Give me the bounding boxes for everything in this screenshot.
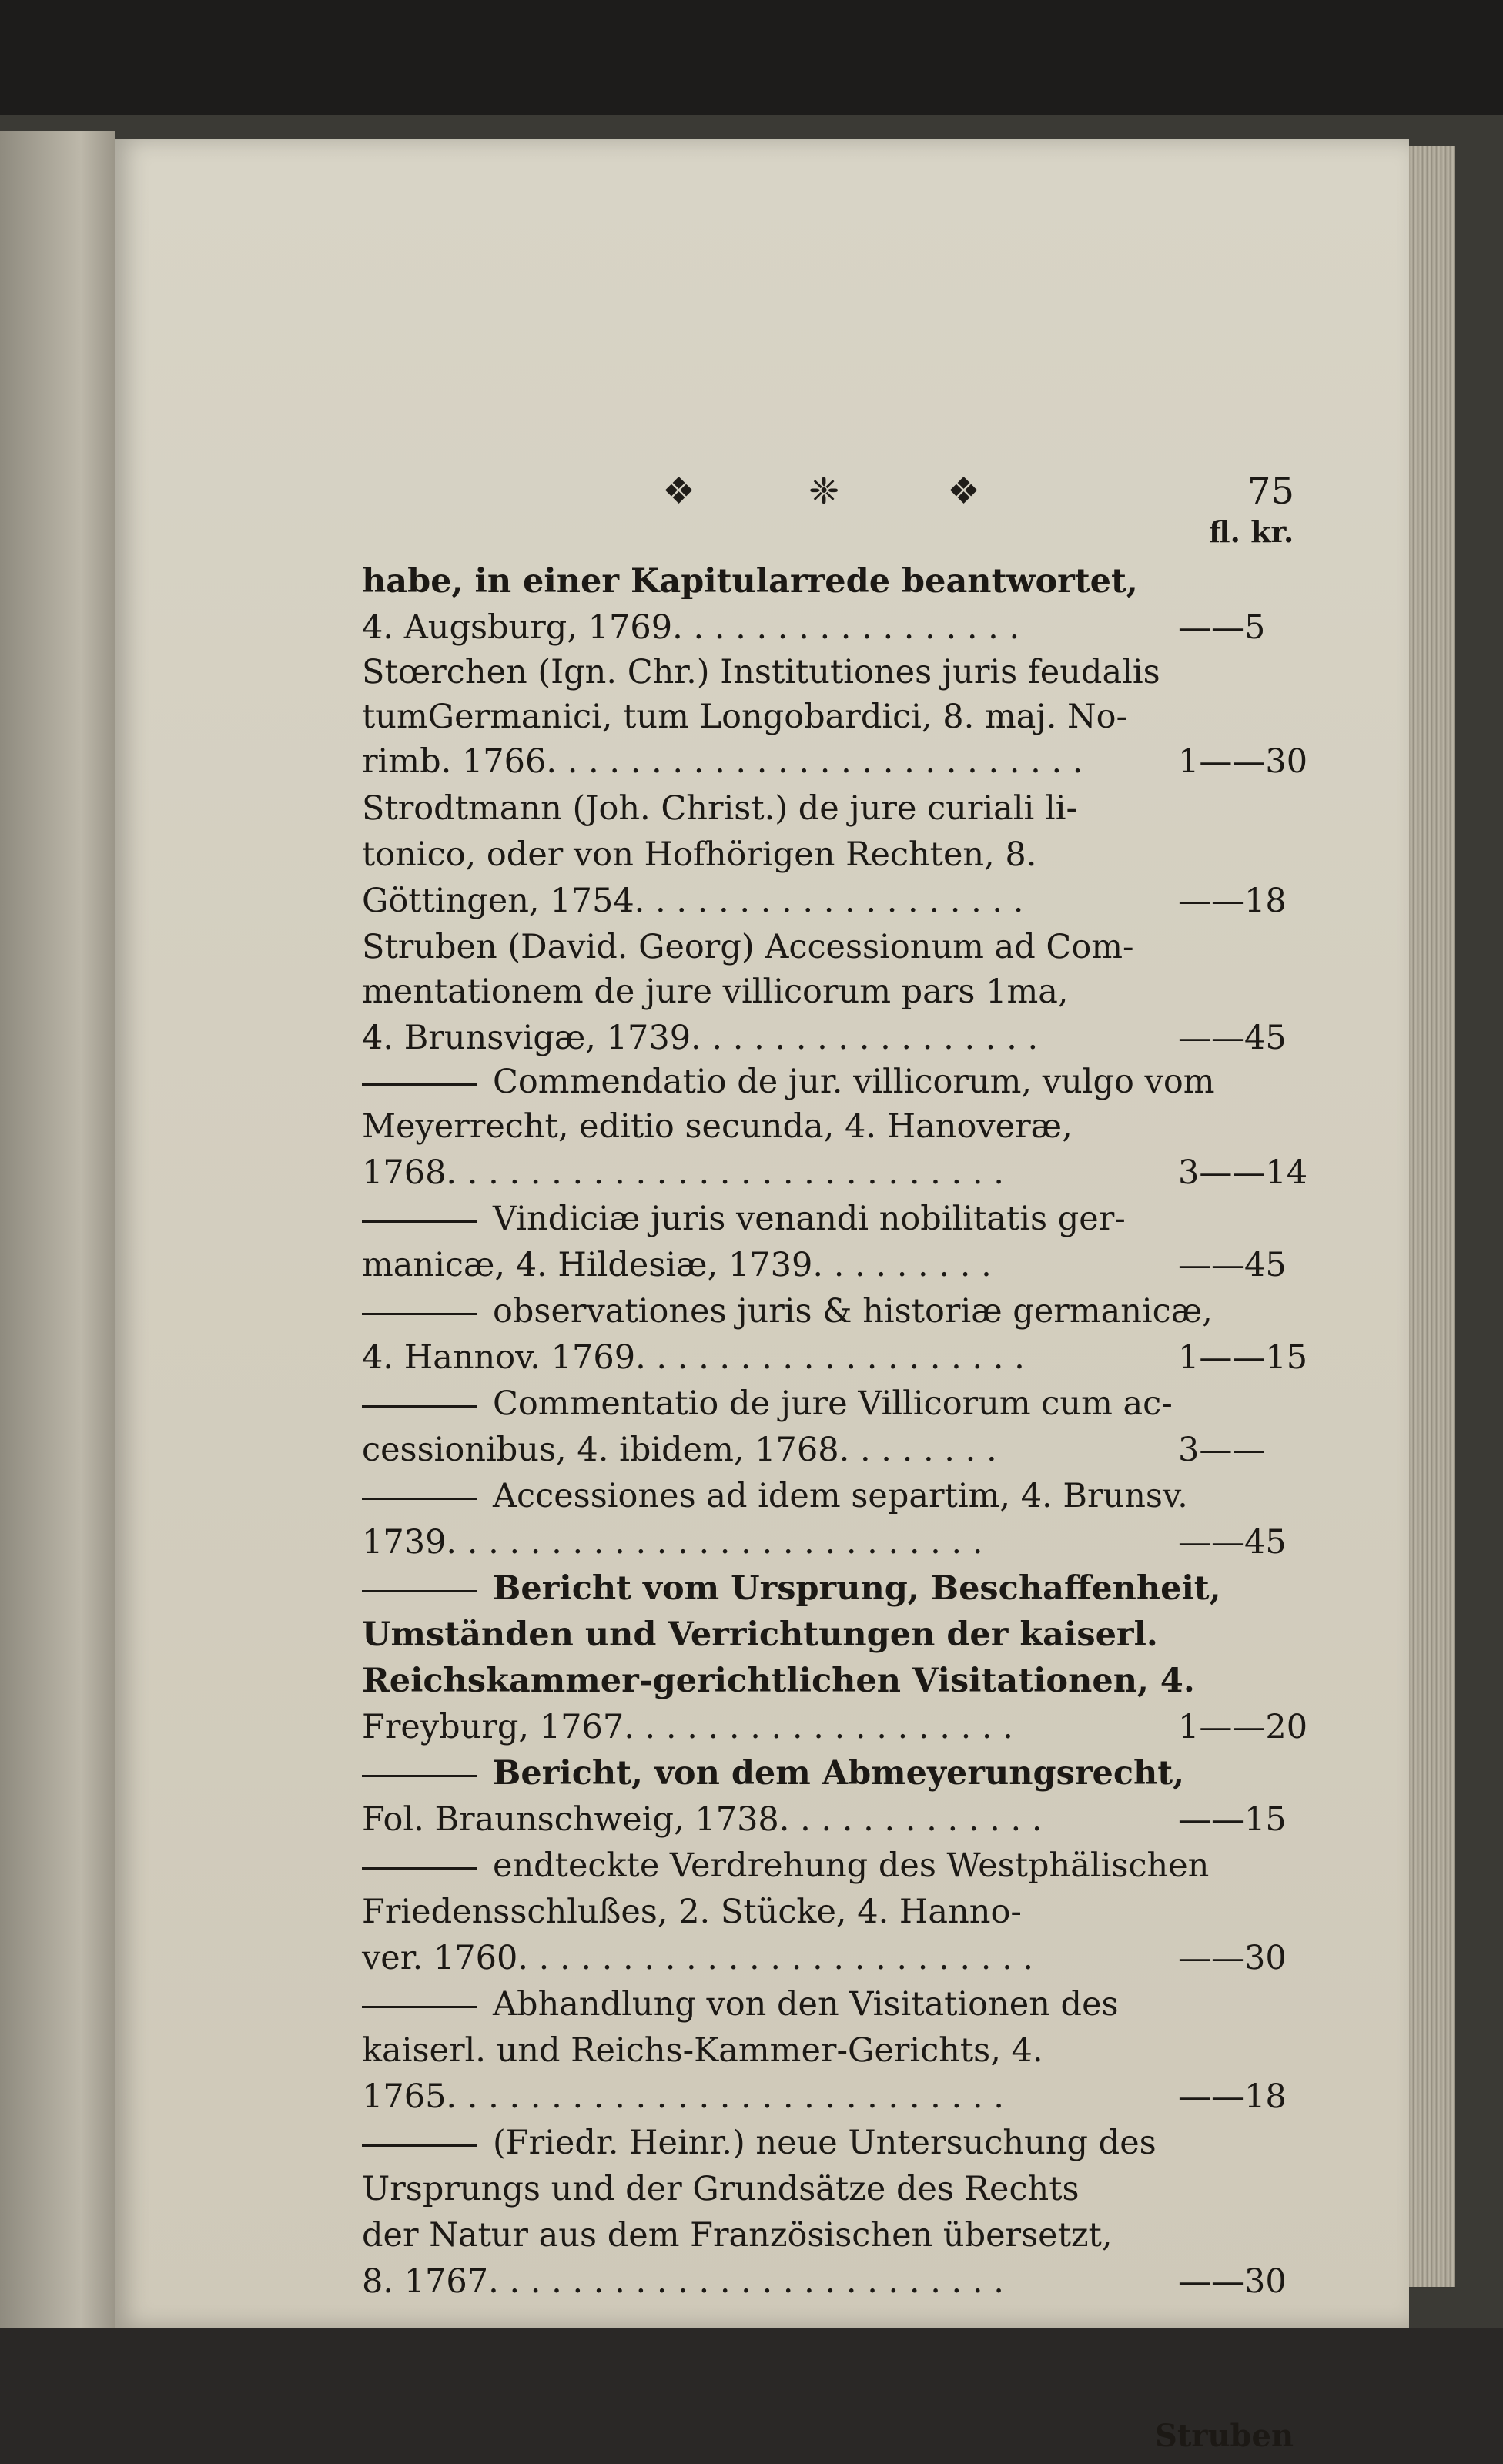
repeat-author-dash — [362, 1083, 477, 1086]
entry-line — [362, 1477, 1188, 1515]
entry-line: manicæ, 4. Hildesiæ, 1739. . . . . . . . . — [362, 1246, 992, 1284]
entry-line — [362, 2124, 1163, 2162]
entry-line: Friedensschlußes, 2. Stücke, 4. Hanno- — [362, 1893, 1022, 1931]
entry-line: Ursprungs und der Grundsätze des Rechts — [362, 2170, 1080, 2208]
entry-text: Vindiciæ juris venandi nobilitatis ger- — [493, 1200, 1126, 1238]
repeat-author-dash — [362, 1867, 477, 1870]
entry-line: Göttingen, 1754. . . . . . . . . . . . . . . . . . . — [362, 882, 1024, 920]
entry-line: Struben (David. Georg) Accessionum ad Com- — [362, 928, 1134, 966]
entry-line: habe, in einer Kapitularrede beantwortet, — [362, 562, 1138, 601]
entry-line: 1765. . . . . . . . . . . . . . . . . . . . . . . . . . . — [362, 2077, 1004, 2116]
entry-line: kaiserl. und Reichs-Kammer-Gerichts, 4. — [362, 2031, 1043, 2070]
repeat-author-dash — [362, 1313, 477, 1315]
entry-line — [362, 1985, 1163, 2024]
repeat-author-dash — [362, 1498, 477, 1500]
repeat-author-dash — [362, 1590, 477, 1592]
entry-line: tonico, oder von Hofhörigen Rechten, 8. — [362, 835, 1037, 874]
price: 3——14 — [1178, 1153, 1308, 1192]
entry-line: 4. Hannov. 1769. . . . . . . . . . . . . . . . . . . — [362, 1338, 1025, 1377]
entry-line: 1739. . . . . . . . . . . . . . . . . . . . . . . . . . — [362, 1523, 983, 1562]
price: 1——20 — [1178, 1708, 1308, 1746]
ornament-right-icon: ❖ — [947, 470, 981, 513]
entry-text: Abhandlung von den Visitationen des — [493, 1985, 1119, 2024]
entry-line — [362, 1063, 1215, 1101]
entry-line: Meyerrecht, editio secunda, 4. Hanoveræ, — [362, 1107, 1073, 1146]
price: ——18 — [1178, 2077, 1287, 2116]
entry-line: Freyburg, 1767. . . . . . . . . . . . . . . . . . . — [362, 1708, 1013, 1746]
entry-line: mentationem de jure villicorum pars 1ma, — [362, 973, 1069, 1011]
entry-line: Strodtmann (Joh. Christ.) de jure curiali li- — [362, 789, 1078, 828]
ornament-center-icon: ❈ — [808, 470, 840, 513]
repeat-author-dash — [362, 1220, 477, 1223]
price: ——30 — [1178, 1939, 1287, 1977]
entry-line: Stœrchen (Ign. Chr.) Institutiones juris feudalis — [362, 653, 1160, 691]
entry-line: cessionibus, 4. ibidem, 1768. . . . . . . . — [362, 1431, 997, 1469]
entry-line: ver. 1760. . . . . . . . . . . . . . . . . . . . . . . . . — [362, 1939, 1034, 1977]
entry-text: Commentatio de jure Villicorum cum ac- — [493, 1384, 1173, 1423]
entry-line — [362, 1846, 1210, 1885]
entry-text: Bericht vom Ursprung, Beschaffenheit, — [493, 1569, 1221, 1608]
price: ——45 — [1178, 1019, 1287, 1057]
price: 1——15 — [1178, 1338, 1308, 1377]
entry-line: 1768. . . . . . . . . . . . . . . . . . . . . . . . . . . — [362, 1153, 1004, 1192]
page-edges — [1409, 146, 1455, 2287]
repeat-author-dash — [362, 2144, 477, 2147]
repeat-author-dash — [362, 2006, 477, 2008]
entry-line: Reichskammer-gerichtlichen Visitationen, 4. — [362, 1662, 1195, 1700]
repeat-author-dash — [362, 1405, 477, 1408]
left-page-edge — [0, 131, 115, 2328]
entry-line — [362, 1200, 1163, 1238]
entry-line: 8. 1767. . . . . . . . . . . . . . . . . . . . . . . . . — [362, 2262, 1004, 2301]
entry-line: tumGermanici, tum Longobardici, 8. maj. No- — [362, 698, 1128, 736]
catchword: Struben — [1155, 2418, 1294, 2454]
entry-line — [362, 1292, 1213, 1331]
book-page — [115, 139, 1409, 2454]
entry-line — [362, 1384, 1173, 1423]
ornament-left-icon: ❖ — [662, 470, 696, 513]
entry-line: 4. Augsburg, 1769. . . . . . . . . . . . . . . . . — [362, 608, 1020, 647]
page-number: 75 — [1247, 470, 1295, 513]
entry-line: Fol. Braunschweig, 1738. . . . . . . . . . . . . — [362, 1800, 1043, 1839]
entry-text: (Friedr. Heinr.) neue Untersuchung des — [493, 2124, 1157, 2162]
price: ——30 — [1178, 2262, 1287, 2301]
entry-text: endteckte Verdrehung des Westphälischen — [493, 1846, 1210, 1885]
price: ——15 — [1178, 1800, 1287, 1839]
currency-header: fl. kr. — [1209, 514, 1294, 549]
entry-line — [362, 1754, 1185, 1793]
entry-line: rimb. 1766. . . . . . . . . . . . . . . . . . . . . . . . . . — [362, 742, 1083, 781]
price: 3—— — [1178, 1431, 1266, 1469]
repeat-author-dash — [362, 1775, 477, 1777]
price: ——5 — [1178, 608, 1266, 647]
entry-line: 4. Brunsvigæ, 1739. . . . . . . . . . . . . . . . . — [362, 1019, 1039, 1057]
entry-line: Umständen und Verrichtungen der kaiserl. — [362, 1615, 1158, 1654]
entry-line — [362, 1569, 1221, 1608]
entry-line: der Natur aus dem Französischen übersetzt, — [362, 2216, 1113, 2255]
entry-text: Bericht, von dem Abmeyerungsrecht, — [493, 1754, 1185, 1793]
entry-text: Commendatio de jur. villicorum, vulgo vom — [493, 1063, 1215, 1101]
text-block — [362, 370, 1394, 2464]
price: 1——30 — [1178, 742, 1308, 781]
entry-text: Accessiones ad idem separtim, 4. Brunsv. — [493, 1477, 1188, 1515]
entry-text: observationes juris & historiæ germanicæ, — [493, 1292, 1213, 1331]
price: ——45 — [1178, 1246, 1287, 1284]
price: ——45 — [1178, 1523, 1287, 1562]
price: ——18 — [1178, 882, 1287, 920]
